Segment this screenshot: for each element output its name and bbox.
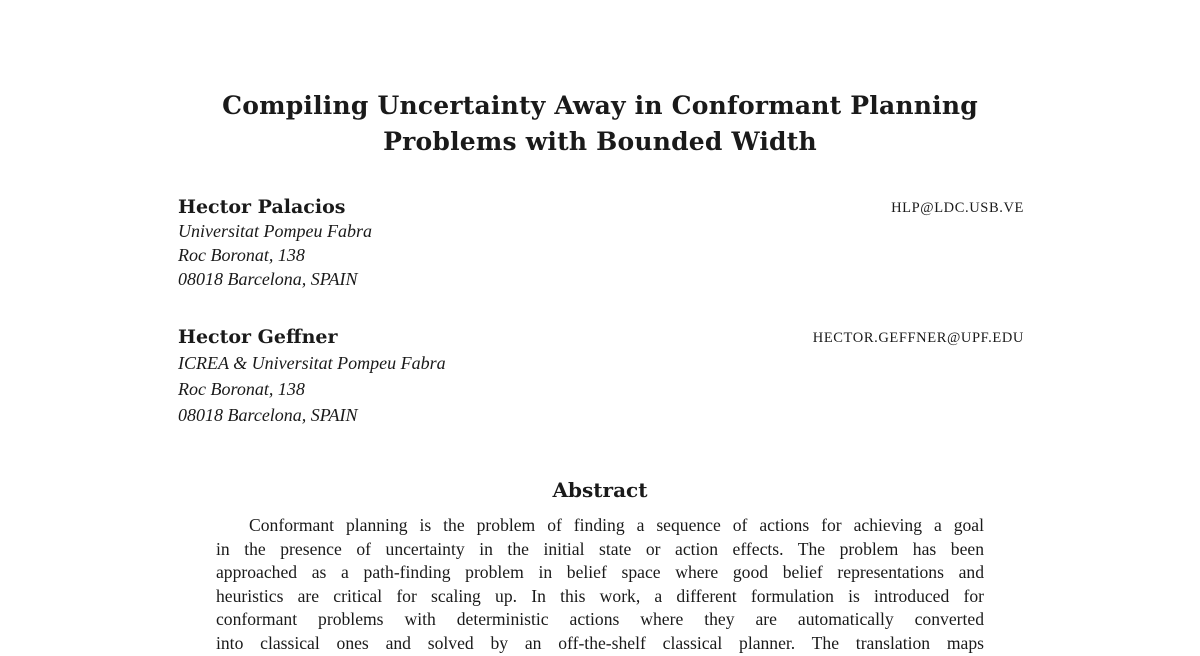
author-email: HECTOR.GEFFNER@UPF.EDU xyxy=(812,330,1024,346)
author-email: HLP@LDC.USB.VE xyxy=(891,200,1024,216)
abstract-line: approached as a path-finding problem in belief space where good belief representations and xyxy=(216,562,984,583)
abstract-heading: Abstract xyxy=(552,478,648,502)
abstract-line: in the presence of uncertainty in the initial state or action effects. The problem has been xyxy=(216,538,984,559)
paper-title xyxy=(0,88,1200,160)
affiliation-line: Roc Boronat, 138 xyxy=(178,245,305,265)
affiliation-line: Universitat Pompeu Fabra xyxy=(178,221,372,241)
author-block-geffner xyxy=(178,324,1024,428)
author-affiliation xyxy=(178,219,1024,291)
abstract-body xyxy=(216,514,984,656)
author-block-palacios xyxy=(178,194,1024,291)
affiliation-line: ICREA & Universitat Pompeu Fabra xyxy=(178,353,446,373)
abstract-line: into classical ones and solved by an off-the-shelf classical planner. The translation maps xyxy=(216,632,984,653)
author-affiliation xyxy=(178,350,1024,428)
paper-title-line-1: Compiling Uncertainty Away in Conformant Planning xyxy=(222,91,978,120)
author-name: Hector Palacios xyxy=(178,196,346,218)
affiliation-line: 08018 Barcelona, SPAIN xyxy=(178,269,358,289)
abstract-line: Conformant planning is the problem of finding a sequence of actions for achieving a goal xyxy=(249,515,984,535)
abstract-line: conformant problems with deterministic actions where they are automatically converted xyxy=(216,609,984,630)
abstract-line: heuristics are critical for scaling up. In this work, a different formulation is introduced for xyxy=(216,585,984,606)
paper-title-line-2: Problems with Bounded Width xyxy=(383,127,817,156)
affiliation-line: 08018 Barcelona, SPAIN xyxy=(178,405,358,425)
affiliation-line: Roc Boronat, 138 xyxy=(178,379,305,399)
author-name: Hector Geffner xyxy=(178,326,338,348)
